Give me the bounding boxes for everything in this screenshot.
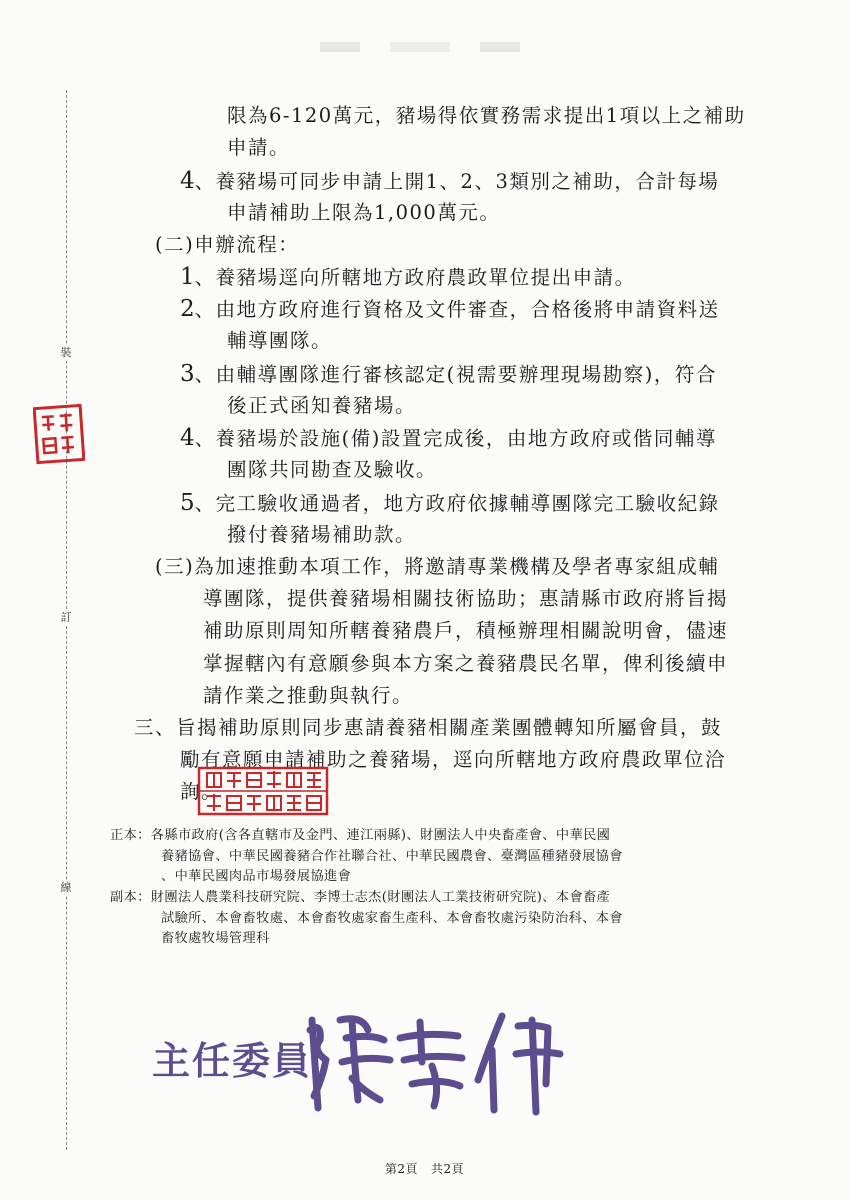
signature-title: 主任委員 (152, 1039, 313, 1083)
page-footer (0, 1160, 849, 1177)
step-3-number: 3 (180, 361, 195, 387)
binding-mark-zhuang: 裝 (58, 345, 74, 361)
copy-recipients-text-1: 財團法人農業科技研究院、李博士志杰(財團法人工業技術研究院)、本會畜產 (150, 890, 611, 905)
copy-recipients-line-2: 試驗所、本會畜牧處、本會畜牧處家畜生產科、本會畜牧處污染防治科、本會 (161, 911, 623, 926)
binding-mark-ding: 訂 (58, 610, 74, 626)
section-3-line-2: 導團隊，提供養豬場相關技術協助；惠請縣市政府將旨揭 (203, 587, 729, 610)
step-3-line-1 (180, 360, 717, 389)
cont-line-1: 限為6-120萬元，豬場得依實務需求提出1項以上之補助 (227, 104, 746, 127)
original-recipients-text-1: 各縣市政府(含各直轄市及金門、連江兩縣)、財團法人中央畜產會、中華民國 (150, 828, 611, 843)
step-2-number: 2 (180, 296, 195, 322)
original-recipients-line-1 (110, 825, 610, 847)
clause-3-line-2: 勵有意願申請補助之養豬場，逕向所轄地方政府農政單位洽 (180, 748, 727, 771)
section-2-heading: (二)申辦流程： (155, 233, 300, 256)
section-3-line-1: (三)為加速推動本項工作，將邀請專業機構及學者專家組成輔 (155, 555, 720, 578)
step-2-text: 、由地方政府進行資格及文件審查，合格後將申請資料送 (194, 298, 720, 321)
copy-recipients-line-1 (110, 887, 610, 909)
binding-mark-xian: 線 (58, 880, 74, 896)
step-2-line-2: 輔導團隊。 (227, 329, 333, 352)
cont-line-2: 申請。 (227, 136, 291, 159)
page-number: 第2頁 (384, 1162, 419, 1176)
step-3-line-2: 後正式函知養豬場。 (227, 394, 417, 417)
section-3-line-4: 掌握轄內有意願參與本方案之養豬農民名單，俾利後續申 (203, 652, 729, 675)
step-2-line-1 (180, 295, 720, 324)
bleed-through-marks (300, 38, 540, 58)
original-recipients-line-2: 養豬協會、中華民國養豬合作社聯合社、中華民國農會、臺灣區種豬發展協會 (161, 849, 623, 864)
total-pages: 共2頁 (430, 1162, 465, 1176)
step-4-line-1 (180, 424, 717, 453)
handwritten-signature (292, 1000, 592, 1120)
official-red-seal (197, 766, 329, 816)
step-1-line-1 (180, 263, 636, 292)
step-4-text: 、養豬場於設施(備)設置完成後，由地方政府或偕同輔導 (194, 427, 717, 450)
corner-red-seal (33, 404, 85, 464)
step-5-number: 5 (180, 490, 195, 516)
clause-3-line-3: 詢。 (180, 780, 223, 803)
item-4-number: 4 (180, 168, 195, 194)
step-4-number: 4 (180, 425, 195, 451)
step-4-line-2: 團隊共同勘查及驗收。 (227, 458, 438, 481)
copy-recipients-line-3: 畜牧處牧場管理科 (161, 931, 270, 946)
original-recipients-line-3: 、中華民國肉品市場發展協進會 (161, 869, 352, 884)
step-5-line-1 (180, 489, 720, 518)
clause-3-line-1: 三、旨揭補助原則同步惠請養豬相關產業團體轉知所屬會員，鼓 (134, 716, 723, 739)
item-4-line-1 (180, 167, 719, 196)
item-4-text: 、養豬場可同步申請上開1、2、3類別之補助，合計每場 (194, 170, 720, 193)
step-1-number: 1 (180, 264, 195, 290)
section-3-line-5: 請作業之推動與執行。 (203, 684, 414, 707)
copy-label: 副本： (110, 890, 151, 905)
step-1-text: 、養豬場逕向所轄地方政府農政單位提出申請。 (194, 266, 636, 289)
section-3-line-3: 補助原則周知所轄養豬農戶，積極辦理相關說明會，儘速 (203, 619, 729, 642)
original-label: 正本： (110, 828, 151, 843)
item-4-line-2: 申請補助上限為1,000萬元。 (227, 201, 501, 224)
step-5-line-2: 撥付養豬場補助款。 (227, 523, 417, 546)
step-3-text: 、由輔導團隊進行審核認定(視需要辦理現場勘察)，符合 (194, 363, 717, 386)
step-5-text: 、完工驗收通過者，地方政府依據輔導團隊完工驗收紀錄 (194, 492, 720, 515)
